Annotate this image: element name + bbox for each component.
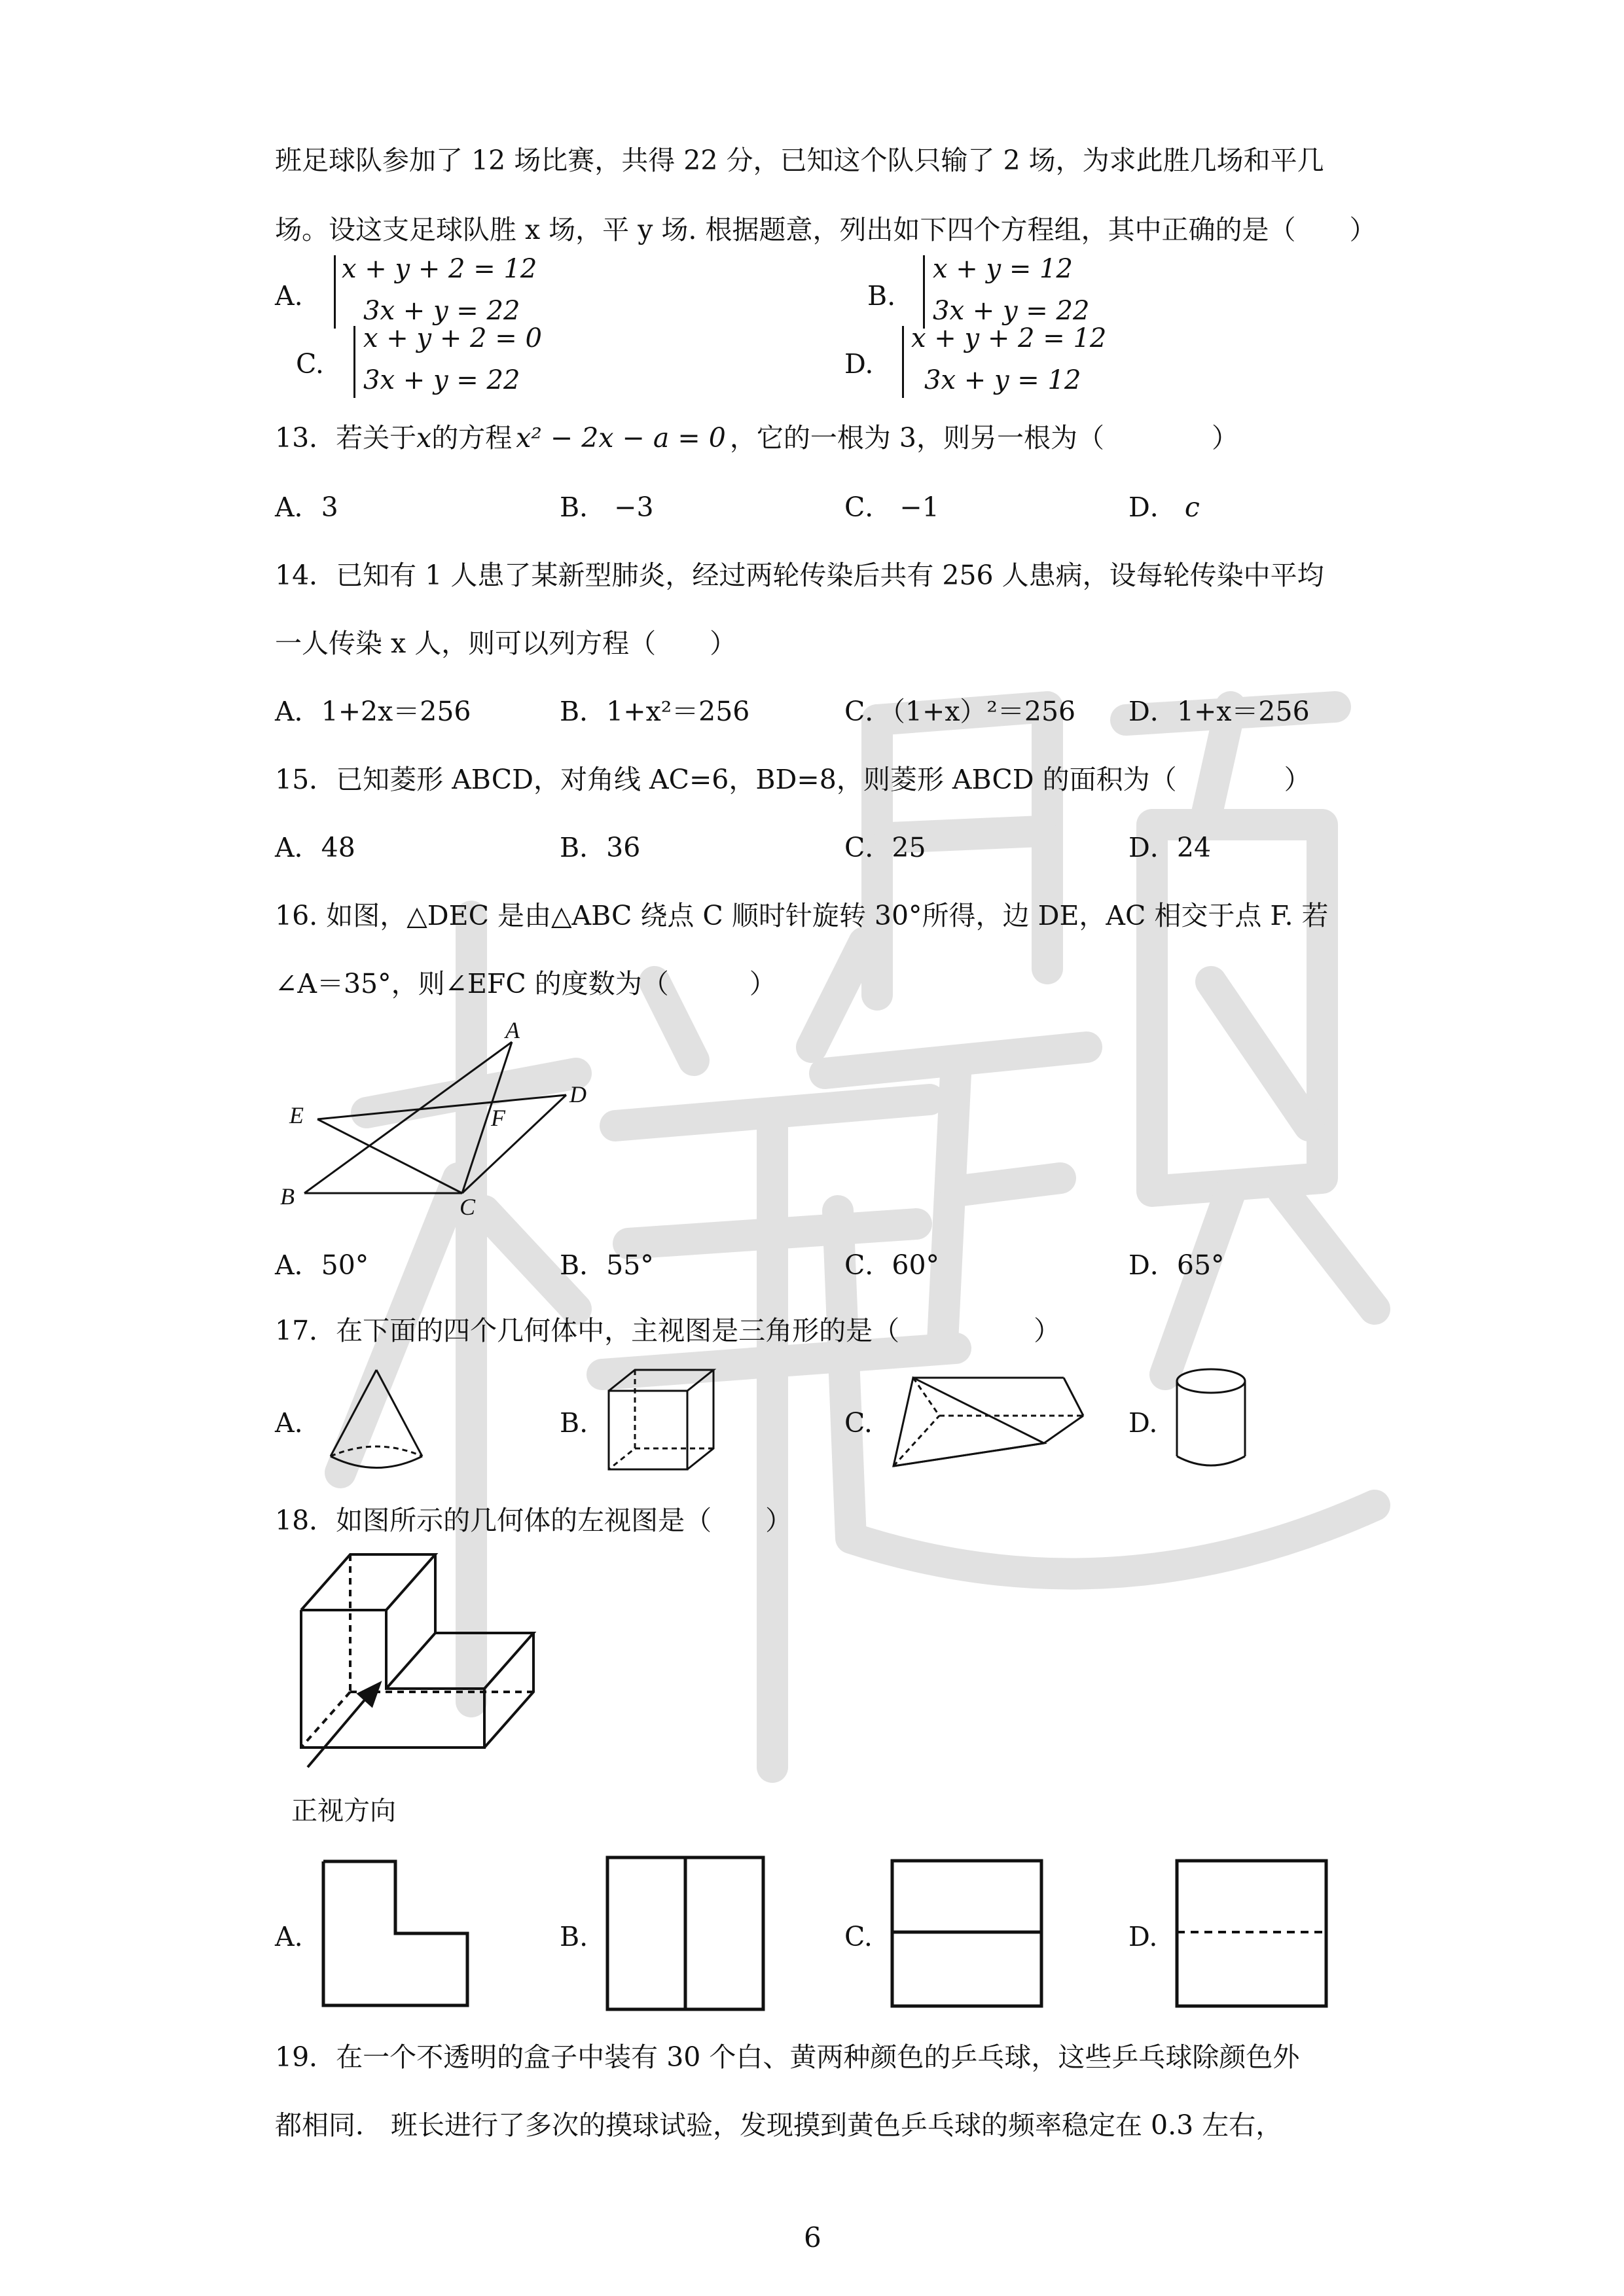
q13-option-a: A．3 bbox=[275, 492, 338, 523]
q12-option-d-eq2: 3x + y = 12 bbox=[924, 365, 1081, 395]
q18-option-d-view bbox=[1175, 1859, 1329, 2009]
q19-line1: 19．在一个不透明的盒子中装有 30 个白、黄两种颜色的乒乓球，这些乒乓球除颜色外 bbox=[275, 2041, 1300, 2073]
q12-line2: 场。设这支足球队胜 x 场，平 y 场. 根据题意，列出如下四个方程组，其中正确的是（ ） bbox=[275, 214, 1377, 245]
q12-option-c-brace bbox=[353, 326, 355, 398]
q13-option-c: C． −1 bbox=[844, 492, 939, 523]
q12-option-b-brace bbox=[923, 255, 925, 329]
q17-option-c-label: C. bbox=[844, 1407, 873, 1439]
label-a: A bbox=[505, 1017, 520, 1043]
q16-option-b: B．55° bbox=[560, 1249, 654, 1281]
q15-stem: 15．已知菱形 ABCD，对角线 AC=6，BD=8，则菱形 ABCD 的面积为（ ） bbox=[275, 764, 1311, 795]
q18-option-d-label: D. bbox=[1128, 1921, 1158, 1952]
cone-icon bbox=[321, 1365, 432, 1476]
q13-stem-a: 13．若关于 bbox=[275, 422, 417, 454]
q18-solid-figure bbox=[288, 1545, 563, 1761]
q17-option-d-label: D. bbox=[1128, 1407, 1158, 1439]
label-f: F bbox=[491, 1105, 505, 1131]
q16-option-d: D．65° bbox=[1128, 1249, 1225, 1281]
q12-option-c-eq1: x + y + 2 = 0 bbox=[363, 323, 542, 353]
page-number: 6 bbox=[804, 2221, 821, 2253]
q12-option-d-label: D. bbox=[844, 348, 874, 380]
q19-line2: 都相同． 班长进行了多次的摸球试验，发现摸到黄色乒乓球的频率稳定在 0.3 左右， bbox=[275, 2109, 1283, 2141]
q14-option-c: C．（1+x）²＝256 bbox=[844, 696, 1076, 727]
q18-option-b-view bbox=[605, 1856, 766, 2013]
triangular-prism-icon bbox=[887, 1365, 1090, 1476]
q12-option-c-eq2: 3x + y = 22 bbox=[363, 365, 520, 395]
q17-stem: 17．在下面的四个几何体中，主视图是三角形的是（ ） bbox=[275, 1315, 1061, 1346]
label-d: D bbox=[569, 1081, 586, 1107]
q15-option-c: C．25 bbox=[844, 832, 926, 863]
q16-line1: 16. 如图，△DEC 是由△ABC 绕点 C 顺时针旋转 30°所得，边 DE，AC 相交于点 F. 若 bbox=[275, 900, 1329, 931]
q13-equation: x² − 2x − a = 0 bbox=[516, 422, 726, 454]
q13-stem-b: 的方程 bbox=[431, 422, 513, 454]
cube-icon bbox=[602, 1365, 720, 1476]
q16-option-a: A．50° bbox=[275, 1249, 369, 1281]
q12-option-a-eq2: 3x + y = 22 bbox=[363, 296, 520, 326]
q12-option-d-eq1: x + y + 2 = 12 bbox=[911, 323, 1107, 353]
q16-line2: ∠A＝35°，则∠EFC 的度数为（ ） bbox=[275, 968, 776, 999]
q12-option-a-brace bbox=[334, 255, 336, 329]
label-c: C bbox=[460, 1194, 476, 1220]
q16-option-c: C．60° bbox=[844, 1249, 940, 1281]
q12-option-a-label: A. bbox=[275, 280, 303, 312]
q15-option-a: A．48 bbox=[275, 832, 355, 863]
q14-line1: 14．已知有 1 人患了某新型肺炎，经过两轮传染后共有 256 人患病，设每轮传染中平均 bbox=[275, 560, 1324, 591]
q17-option-a-label: A. bbox=[275, 1407, 303, 1439]
q12-line1: 班足球队参加了 12 场比赛，共得 22 分，已知这个队只输了 2 场，为求此胜几场和平几 bbox=[275, 145, 1324, 176]
q12-option-a-eq1: x + y + 2 = 12 bbox=[342, 254, 537, 284]
q13-stem-c: ，它的一根为 3，则另一根为（ ） bbox=[729, 422, 1238, 454]
q18-direction-label: 正视方向 bbox=[291, 1796, 396, 1826]
q18-option-a-view bbox=[321, 1859, 471, 2009]
q13-stem-var: x bbox=[416, 422, 432, 454]
segment-ed bbox=[317, 1095, 566, 1119]
q15-option-b: B．36 bbox=[560, 832, 641, 863]
q13-option-d: D． c bbox=[1128, 492, 1200, 523]
q18-option-b-label: B. bbox=[560, 1921, 588, 1952]
label-b: B bbox=[280, 1183, 295, 1210]
q12-option-b-eq1: x + y = 12 bbox=[933, 254, 1073, 284]
q14-option-d: D．1+x＝256 bbox=[1128, 696, 1310, 727]
q18-stem: 18．如图所示的几何体的左视图是（ ） bbox=[275, 1505, 793, 1536]
q17-option-b-label: B. bbox=[560, 1407, 588, 1439]
q14-line2: 一人传染 x 人，则可以列方程（ ） bbox=[275, 628, 737, 659]
q13-option-b: B． −3 bbox=[560, 492, 654, 523]
q18-option-c-label: C. bbox=[844, 1921, 873, 1952]
q12-option-d-brace bbox=[902, 326, 904, 398]
q18-option-a-label: A. bbox=[275, 1921, 303, 1952]
cylinder-icon bbox=[1172, 1365, 1257, 1476]
q18-option-c-view bbox=[890, 1859, 1044, 2009]
q12-option-b-eq2: 3x + y = 22 bbox=[933, 296, 1090, 326]
q13-stem bbox=[275, 416, 1238, 455]
q16-triangle-figure bbox=[275, 1017, 615, 1220]
q14-option-b: B．1+x²＝256 bbox=[560, 696, 750, 727]
q15-option-d: D．24 bbox=[1128, 832, 1212, 863]
q12-option-c-label: C. bbox=[296, 348, 324, 380]
q12-option-b-label: B. bbox=[867, 280, 896, 312]
label-e: E bbox=[289, 1102, 304, 1128]
q14-option-a: A．1+2x＝256 bbox=[275, 696, 471, 727]
